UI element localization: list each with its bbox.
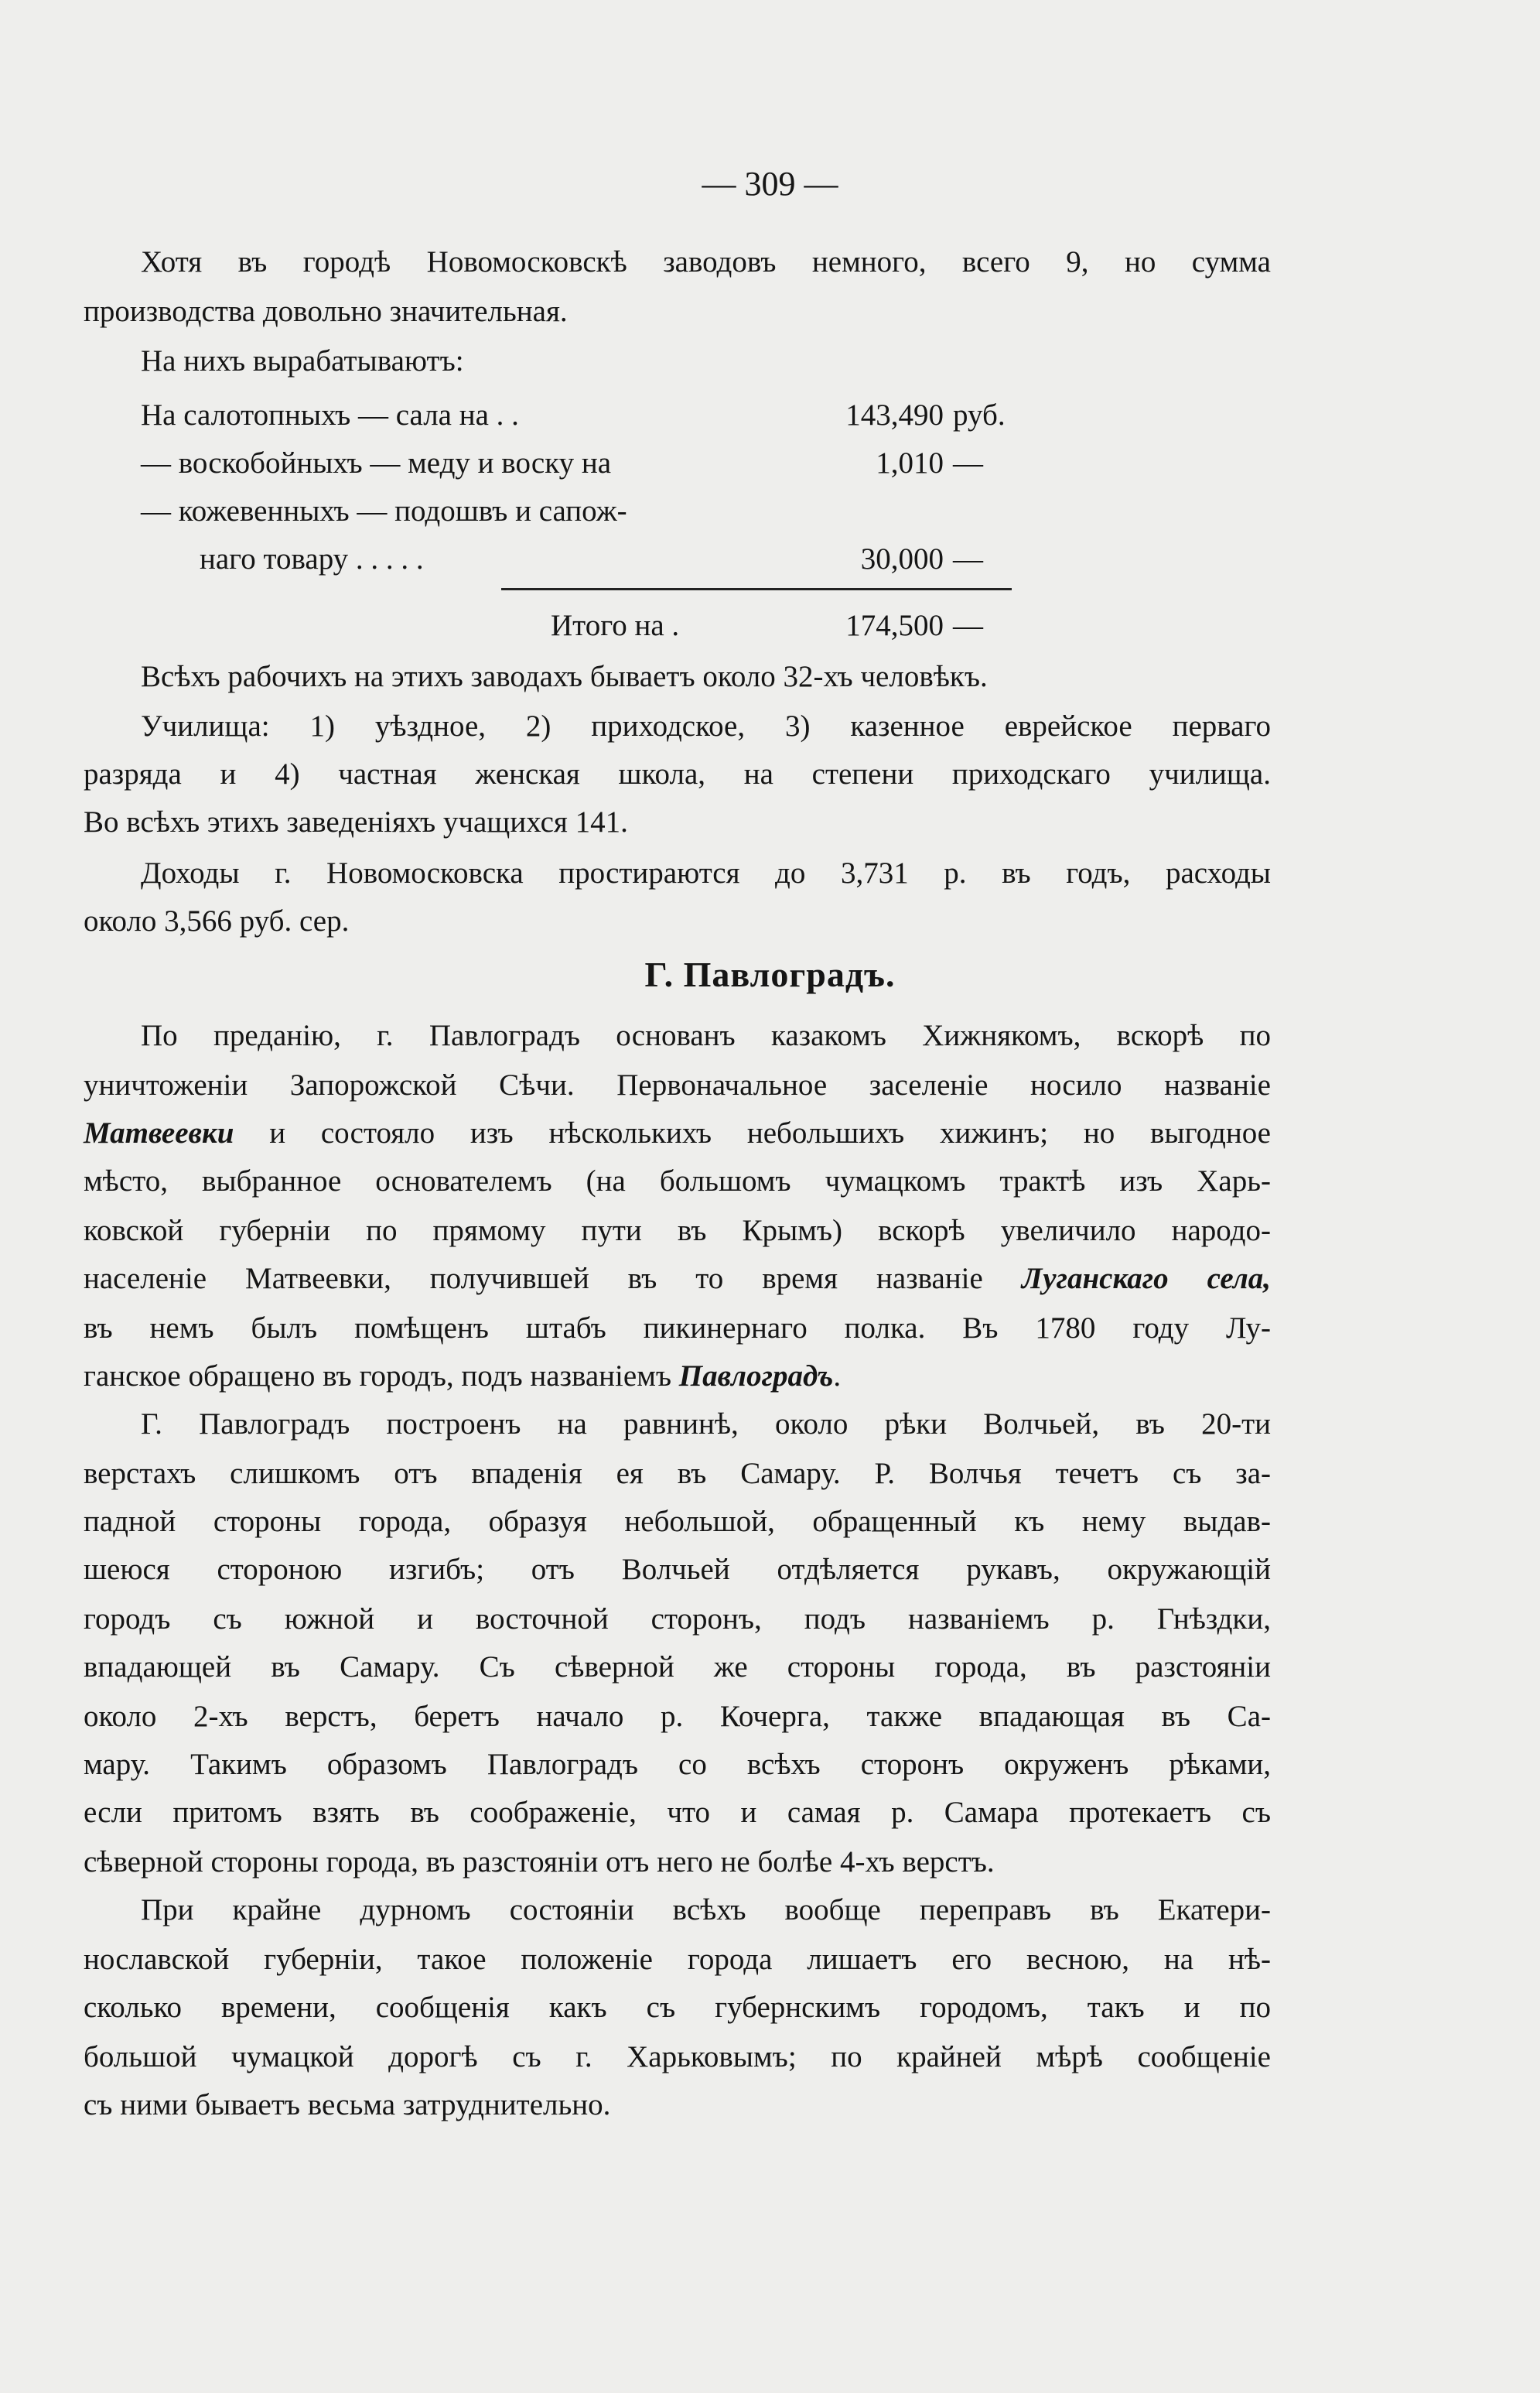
total-rule <box>501 588 1012 590</box>
text-line: около 2-хъ верстъ, беретъ начало р. Кочерга, также впадающая въ Са- <box>84 1700 1271 1733</box>
text-line: ганское обращено въ городъ, подъ названіемъ Павлоградъ. <box>84 1359 842 1393</box>
page-number: — 309 — <box>702 165 838 203</box>
text-line: Доходы г. Новомосковска простираются до 3,731 р. въ годъ, расходы <box>141 856 1271 890</box>
text-line: мѣсто, выбранное основателемъ (на большомъ чумацкомъ трактѣ изъ Харь- <box>84 1164 1271 1198</box>
text-line: Хотя въ городѣ Новомосковскѣ заводовъ немного, всего 9, но сумма <box>141 245 1271 279</box>
total-label: Итого на . <box>551 609 680 642</box>
text-line: впадающей въ Самару. Съ сѣверной же стороны города, въ разстояніи <box>84 1650 1271 1684</box>
italic-name: Павлоградъ <box>678 1359 834 1393</box>
text-line: если притомъ взять въ соображеніе, что и самая р. Самара протекаетъ съ <box>84 1796 1271 1829</box>
text-line: нославской губерніи, такое положеніе города лишаетъ его весною, на нѣ- <box>84 1943 1271 1976</box>
total-value: 174,500 <box>845 609 944 642</box>
text-line: съ ними бываетъ весьма затруднительно. <box>84 2088 611 2121</box>
text-line: шеюся стороною изгибъ; отъ Волчьей отдѣляется рукавъ, окружающій <box>84 1553 1271 1586</box>
table-caption: На нихъ вырабатываютъ: <box>141 344 464 378</box>
text-line: сѣверной стороны города, въ разстояніи отъ него не болѣе 4-хъ верстъ. <box>84 1845 995 1879</box>
text-line: Г. Павлоградъ построенъ на равнинѣ, около рѣки Волчьей, въ 20-ти <box>141 1407 1271 1441</box>
table-row-unit: руб. <box>953 398 1006 432</box>
table-row-label: — кожевенныхъ — подошвъ и сапож- <box>141 494 627 528</box>
text-line: уничтоженіи Запорожской Сѣчи. Первоначальное заселеніе носило названіе <box>84 1068 1271 1102</box>
text-line: Училища: 1) уѣздное, 2) приходское, 3) казенное еврейское перваго <box>141 709 1271 743</box>
text-line: верстахъ слишкомъ отъ впаденія ея въ Самару. Р. Волчья течетъ съ за- <box>84 1457 1271 1490</box>
table-row-label: На салотопныхъ — сала на . . <box>141 398 519 432</box>
text-line: разряда и 4) частная женская школа, на степени приходскаго училища. <box>84 757 1271 791</box>
table-row-unit: — <box>953 446 983 480</box>
text-line: большой чумацкой дорогѣ съ г. Харьковымъ; по крайней мѣрѣ сообщеніе <box>84 2040 1271 2073</box>
text-line: Всѣхъ рабочихъ на этихъ заводахъ бываетъ около 32-хъ человѣкъ. <box>141 660 988 693</box>
text-line: мару. Такимъ образомъ Павлоградъ со всѣхъ сторонъ окруженъ рѣками, <box>84 1748 1271 1781</box>
italic-name: Матвеевки <box>84 1116 234 1150</box>
text-line: городъ съ южной и восточной сторонъ, подъ названіемъ р. Гнѣздки, <box>84 1602 1271 1636</box>
table-row-value: 143,490 <box>845 398 944 432</box>
text-line: производства довольно значительная. <box>84 295 568 328</box>
table-row-label: наго товару . . . . . <box>200 542 424 576</box>
text-line: ковской губерніи по прямому пути въ Крымъ) вскорѣ увеличило народо- <box>84 1214 1271 1247</box>
text-line: сколько времени, сообщенія какъ съ губернскимъ городомъ, такъ и по <box>84 1991 1271 2024</box>
table-row-value: 30,000 <box>860 542 944 576</box>
text-line: въ немъ былъ помѣщенъ штабъ пикинернаго полка. Въ 1780 году Лу- <box>84 1311 1271 1345</box>
text-line: При крайне дурномъ состояніи всѣхъ вообще переправъ въ Екатери- <box>141 1893 1271 1926</box>
section-heading: Г. Павлоградъ. <box>644 955 896 994</box>
table-row-value: 1,010 <box>876 446 944 480</box>
text-line: около 3,566 руб. сер. <box>84 904 350 938</box>
text-line: По преданію, г. Павлоградъ основанъ казакомъ Хижнякомъ, вскорѣ по <box>141 1019 1271 1052</box>
text-line: Матвеевки и состояло изъ нѣсколькихъ небольшихъ хижинъ; но выгодное <box>84 1116 1271 1150</box>
table-row-label: — воскобойныхъ — меду и воску на <box>141 446 612 480</box>
text-line: Во всѣхъ этихъ заведеніяхъ учащихся 141. <box>84 805 628 839</box>
text-line: населеніе Матвеевки, получившей въ то время названіе Луганскаго села, <box>84 1262 1271 1295</box>
italic-name: Луганскаго села, <box>1021 1262 1271 1295</box>
total-unit: — <box>953 609 983 642</box>
table-row-unit: — <box>953 542 983 576</box>
text-line: падной стороны города, образуя небольшой, обращенный къ нему выдав- <box>84 1505 1271 1538</box>
